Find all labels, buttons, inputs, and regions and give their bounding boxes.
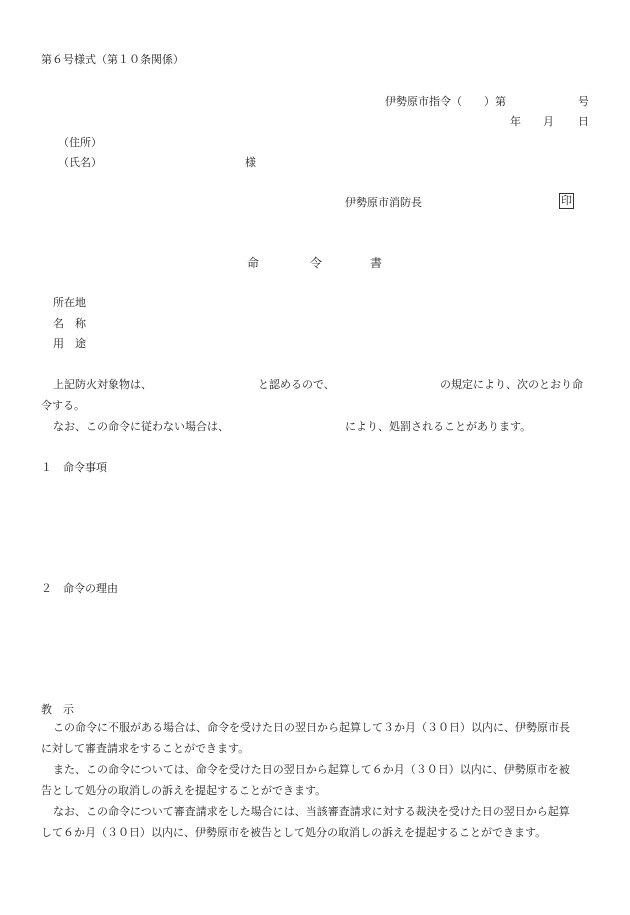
- body-line1-b: と認めるので、: [258, 378, 335, 391]
- notice-body: [41, 717, 591, 843]
- recipient-address-label: （住所）: [58, 136, 102, 149]
- body-line2: 令する。: [41, 399, 85, 412]
- doc-number-suffix: 号: [578, 95, 589, 108]
- seal-mark: 印: [561, 194, 572, 207]
- notice-line: に対して審査請求をすることができます。: [41, 742, 250, 755]
- notice-line: なお、この命令について審査請求をした場合には、当該審査請求に対する裁決を受けた日の翌日から起算: [53, 805, 570, 818]
- notice-line: また、この命令については、命令を受けた日の翌日から起算して６か月（３０日）以内に、伊勢原市を被: [53, 763, 570, 776]
- body-line1-c: の規定により、次のとおり命: [440, 378, 583, 391]
- seal-box: [559, 193, 574, 209]
- issuer-title: 伊勢原市消防長: [345, 196, 422, 209]
- property-location-label: 所在地: [53, 296, 86, 309]
- body-line1-a: 上記防火対象物は、: [53, 378, 152, 391]
- form-title: 第６号様式（第１０条関係）: [41, 53, 184, 66]
- section-order-items: １ 命令事項: [41, 461, 107, 474]
- recipient-name-label: （氏名）: [58, 156, 102, 169]
- body-line3-a: なお、この命令に従わない場合は、: [53, 420, 229, 433]
- date-year: 年: [510, 115, 521, 128]
- notice-line: 告として処分の取消しの訴えを提起することができます。: [41, 784, 327, 797]
- section-order-reason: ２ 命令の理由: [41, 582, 118, 595]
- notice-heading: 教 示: [41, 703, 74, 716]
- notice-line: この命令に不服がある場合は、命令を受けた日の翌日から起算して３か月（３０日）以内に、伊勢原市長: [53, 721, 570, 734]
- title-char-1: 命: [247, 256, 260, 270]
- document-title: [0, 256, 630, 274]
- body-line3-b: により、処罰されることがあります。: [345, 420, 532, 433]
- doc-number-prefix: 伊勢原市指令（: [385, 95, 462, 108]
- recipient-honorific: 様: [245, 156, 256, 169]
- property-name-label: 名 称: [53, 317, 86, 330]
- title-char-3: 書: [370, 256, 383, 270]
- notice-line: して６か月（３０日）以内に、伊勢原市を被告として処分の取消しの訴えを提起することができます。: [41, 826, 547, 839]
- doc-number-paren-close: ）第: [484, 95, 506, 108]
- date-month: 月: [543, 115, 554, 128]
- property-use-label: 用 途: [53, 337, 86, 350]
- title-char-2: 令: [310, 256, 323, 270]
- date-day: 日: [578, 115, 589, 128]
